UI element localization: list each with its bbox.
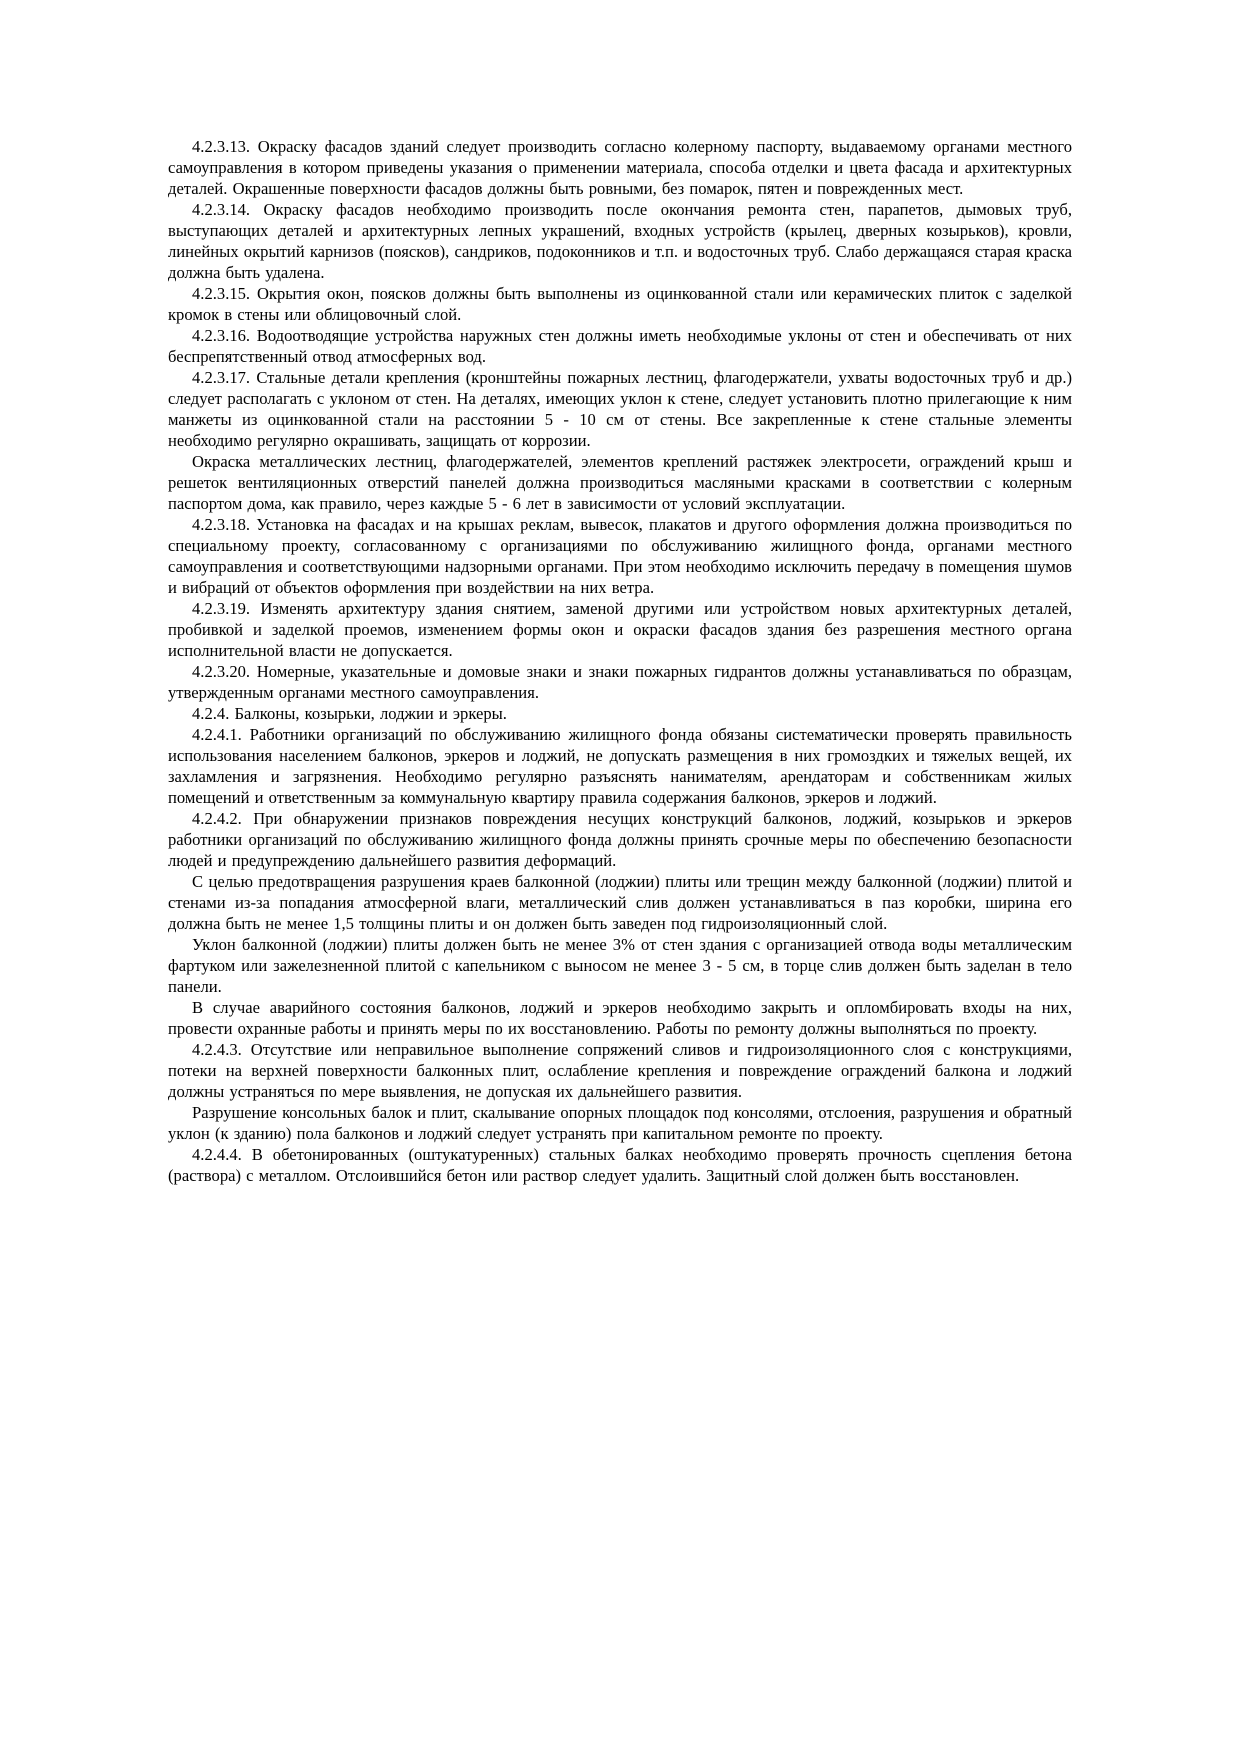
paragraph-4-2-4-3-cont: Разрушение консольных балок и плит, скалывание опорных площадок под консолями, отслоения, разрушения и обратный уклон (к зданию) пола балконов и лоджий следует устранять при капитальном ремонте по проекту. bbox=[168, 1103, 1072, 1143]
paragraph-4-2-4-2-cont-1: С целью предотвращения разрушения краев балконной (лоджии) плиты или трещин между балконной (лоджии) плитой и стенами из-за попадания атмосферной влаги, металлический слив должен устанавливаться в паз коробки, ширина его должна быть не менее 1,5 толщины плиты и он должен быть заведен под гидроизоляционный слой. bbox=[168, 872, 1072, 933]
paragraph-4-2-3-15: 4.2.3.15. Окрытия окон, поясков должны быть выполнены из оцинкованной стали или керамических плиток с заделкой кромок в стены или облицовочный слой. bbox=[168, 284, 1072, 324]
paragraph-4-2-4-2: 4.2.4.2. При обнаружении признаков повреждения несущих конструкций балконов, лоджий, козырьков и эркеров работники организаций по обслуживанию жилищного фонда должны принять срочные меры по обеспечению безопасности людей и предупреждению дальнейшего развития деформаций. bbox=[168, 809, 1072, 870]
paragraph-4-2-4-2-cont-2: Уклон балконной (лоджии) плиты должен быть не менее 3% от стен здания с организацией отвода воды металлическим фартуком или зажелезненной плитой с капельником с выносом не менее 3 - 5 см, в торце слив должен быть заделан в тело панели. bbox=[168, 935, 1072, 996]
paragraph-4-2-3-20: 4.2.3.20. Номерные, указательные и домовые знаки и знаки пожарных гидрантов должны устанавливаться по образцам, утвержденным органами местного самоуправления. bbox=[168, 662, 1072, 702]
heading-4-2-4: 4.2.4. Балконы, козырьки, лоджии и эркеры. bbox=[192, 704, 507, 723]
paragraph-4-2-4-2-cont-3: В случае аварийного состояния балконов, лоджий и эркеров необходимо закрыть и опломбировать входы на них, провести охранные работы и принять меры по их восстановлению. Работы по ремонту должны выполняться по проекту. bbox=[168, 998, 1072, 1038]
paragraph-4-2-3-18: 4.2.3.18. Установка на фасадах и на крышах реклам, вывесок, плакатов и другого оформления должна производиться по специальному проекту, согласованному с организациями по обслуживанию жилищного фонда, органами местного самоуправления и соответствующими надзорными органами. При этом необходимо исключить передачу в помещения шумов и вибраций от объектов оформления при воздействии на них ветра. bbox=[168, 515, 1072, 597]
paragraph-4-2-4-3: 4.2.4.3. Отсутствие или неправильное выполнение сопряжений сливов и гидроизоляционного слоя с конструкциями, потеки на верхней поверхности балконных плит, ослабление крепления и повреждение ограждений балкона и лоджий должны устраняться по мере выявления, не допуская их дальнейшего развития. bbox=[168, 1040, 1072, 1101]
paragraph-4-2-3-19: 4.2.3.19. Изменять архитектуру здания снятием, заменой другими или устройством новых архитектурных деталей, пробивкой и заделкой проемов, изменением формы окон и окраски фасадов здания без разрешения местного органа исполнительной власти не допускается. bbox=[168, 599, 1072, 660]
paragraph-4-2-3-17-cont: Окраска металлических лестниц, флагодержателей, элементов креплений растяжек электросети, ограждений крыш и решеток вентиляционных отверстий панелей должна производиться масляными красками в соответствии с колерным паспортом дома, как правило, через каждые 5 - 6 лет в зависимости от условий эксплуатации. bbox=[168, 452, 1072, 513]
paragraph-4-2-4-1: 4.2.4.1. Работники организаций по обслуживанию жилищного фонда обязаны систематически проверять правильность использования населением балконов, эркеров и лоджий, не допускать размещения в них громоздких и тяжелых вещей, их захламления и загрязнения. Необходимо регулярно разъяснять нанимателям, арендаторам и собственникам жилых помещений и ответственным за коммунальную квартиру правила содержания балконов, эркеров и лоджий. bbox=[168, 725, 1072, 807]
paragraph-4-2-3-17: 4.2.3.17. Стальные детали крепления (кронштейны пожарных лестниц, флагодержатели, ухваты водосточных труб и др.) следует располагать с уклоном от стен. На деталях, имеющих уклон к стене, следует установить плотно прилегающие к ним манжеты из оцинкованной стали на расстоянии 5 - 10 см от стены. Все закрепленные к стене стальные элементы необходимо регулярно окрашивать, защищать от коррозии. bbox=[168, 368, 1072, 450]
paragraph-4-2-4-4: 4.2.4.4. В обетонированных (оштукатуренных) стальных балках необходимо проверять прочность сцепления бетона (раствора) с металлом. Отслоившийся бетон или раствор следует удалить. Защитный слой должен быть восстановлен. bbox=[168, 1145, 1072, 1185]
paragraph-4-2-3-14: 4.2.3.14. Окраску фасадов необходимо производить после окончания ремонта стен, парапетов, дымовых труб, выступающих деталей и архитектурных лепных украшений, входных устройств (крылец, дверных козырьков), кровли, линейных окрытий карнизов (поясков), сандриков, подоконников и т.п. и водосточных труб. Слабо держащаяся старая краска должна быть удалена. bbox=[168, 200, 1072, 282]
paragraph-4-2-3-16: 4.2.3.16. Водоотводящие устройства наружных стен должны иметь необходимые уклоны от стен и обеспечивать от них беспрепятственный отвод атмосферных вод. bbox=[168, 326, 1072, 366]
paragraph-4-2-3-13: 4.2.3.13. Окраску фасадов зданий следует производить согласно колерному паспорту, выдаваемому органами местного самоуправления в котором приведены указания о применении материала, способа отделки и цвета фасада и архитектурных деталей. Окрашенные поверхности фасадов должны быть ровными, без помарок, пятен и поврежденных мест. bbox=[168, 137, 1072, 198]
